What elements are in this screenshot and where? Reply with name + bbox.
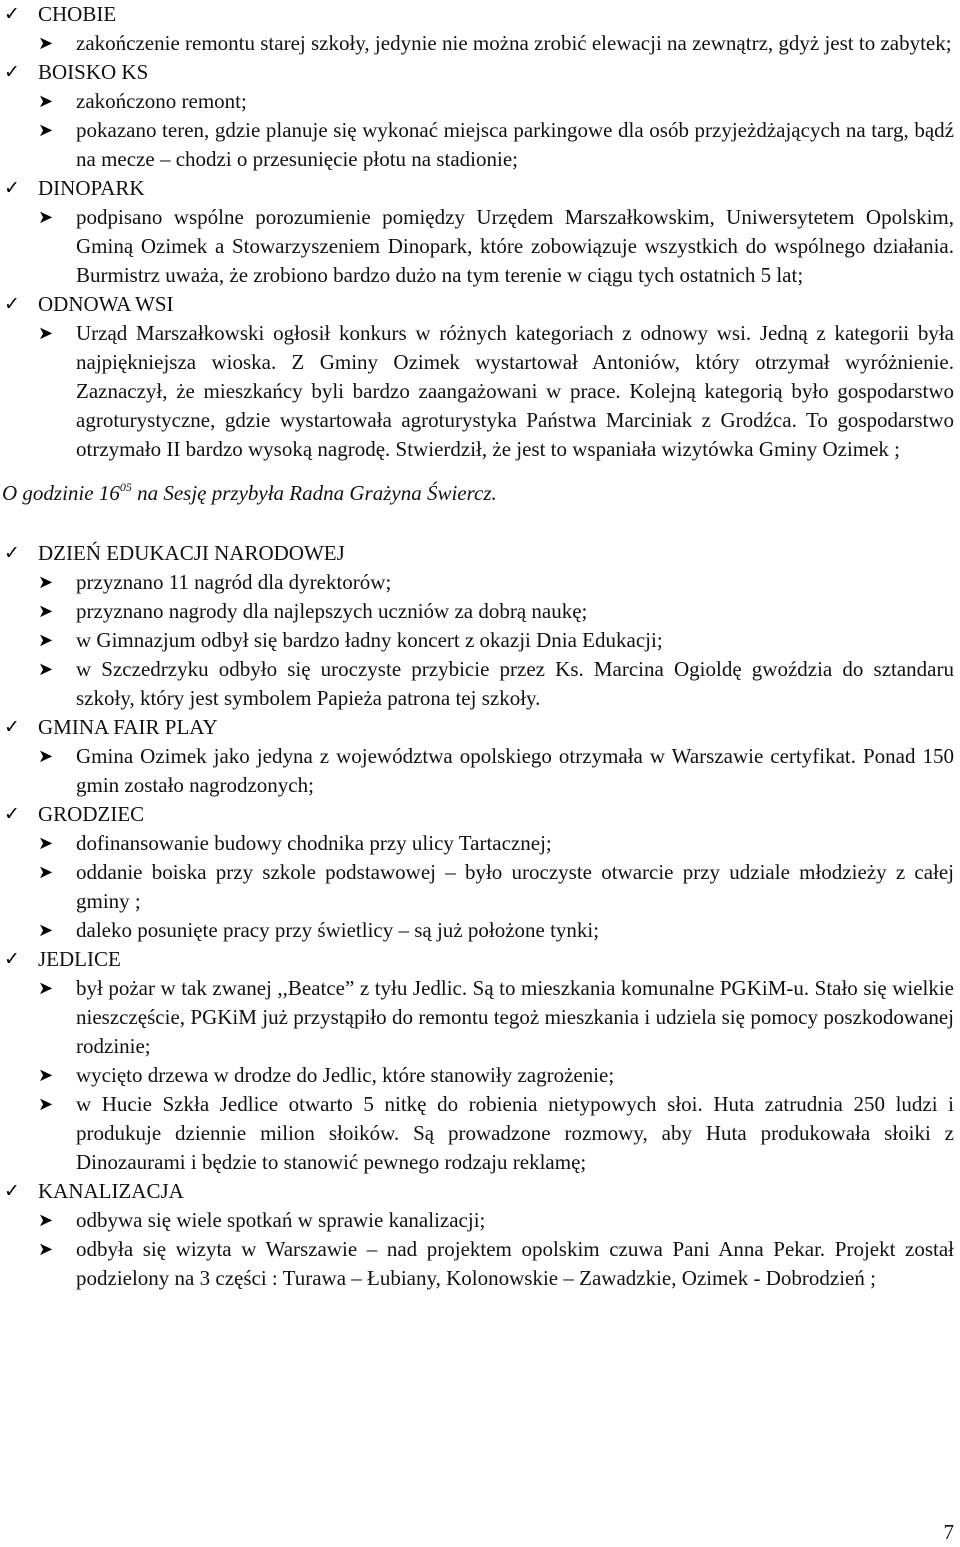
arrow-bullet-icon: ➤ (38, 572, 54, 593)
arrow-bullet-icon: ➤ (38, 920, 54, 941)
bullet-text: oddanie boiska przy szkole podstawowej – było uroczyste otwarcie przy udziale młodzieży z całej gminy ; (76, 860, 954, 913)
arrow-bullet-icon: ➤ (38, 862, 54, 883)
section-title: JEDLICE (38, 947, 121, 971)
page-number: 7 (943, 1520, 954, 1544)
section-chobie (0, 0, 960, 58)
section-title: GMINA FAIR PLAY (38, 715, 218, 739)
arrow-bullet-icon: ➤ (38, 601, 54, 622)
bullet-text: dofinansowanie budowy chodnika przy ulicy Tartacznej; (76, 831, 552, 855)
arrow-bullet-icon: ➤ (38, 323, 54, 344)
bullet-text: przyznano nagrody dla najlepszych uczniów za dobrą naukę; (76, 599, 588, 623)
bullet-item (0, 116, 960, 174)
section-title: ODNOWA WSI (38, 292, 174, 316)
attendance-note (0, 473, 960, 508)
bullet-item (0, 203, 960, 290)
arrow-bullet-icon: ➤ (38, 207, 54, 228)
section-grodziec (0, 800, 960, 945)
bullet-item (0, 1206, 960, 1235)
bullet-item (0, 626, 960, 655)
bullet-text: zakończono remont; (76, 89, 247, 113)
section-heading (0, 174, 960, 203)
section-title: DINOPARK (38, 176, 145, 200)
bullet-item (0, 87, 960, 116)
bullet-text: w Hucie Szkła Jedlice otwarto 5 nitkę do robienia nietypowych słoi. Huta zatrudnia 250 ludzi i produkuje dziennie milion słoików. Są prowadzone rozmowy, aby Huta produkowała słoiki z Dinozaurami i będzie to stanowić pewnego rodzaju reklamę; (76, 1092, 954, 1174)
bullet-text: był pożar w tak zwanej ,,Beatce” z tyłu Jedlic. Są to mieszkania komunalne PGKiM-u. Stało się wielkie nieszczęście, PGKiM już przystąpiło do remontu tegoż mieszkania i udziela się pomocy poszkodowanej rodzinie; (76, 976, 954, 1058)
bullet-text: pokazano teren, gdzie planuje się wykonać miejsca parkingowe dla osób przyjeżdżających na targ, bądź na mecze – chodzi o przesunięcie płotu na stadionie; (76, 118, 954, 171)
bullet-item (0, 568, 960, 597)
section-gmina-fair-play (0, 713, 960, 800)
bullet-text: przyznano 11 nagród dla dyrektorów; (76, 570, 392, 594)
section-heading (0, 290, 960, 319)
checkmark-icon: ✓ (4, 61, 20, 83)
bullet-text: w Szczedrzyku odbyło się uroczyste przybicie przez Ks. Marcina Ogioldę gwoździa do sztandaru szkoły, który jest symbolem Papieża patrona tej szkoły. (76, 657, 954, 710)
bullet-item (0, 1235, 960, 1293)
bullet-item (0, 1061, 960, 1090)
arrow-bullet-icon: ➤ (38, 1210, 54, 1231)
bullet-item (0, 319, 960, 464)
section-heading (0, 1177, 960, 1206)
arrow-bullet-icon: ➤ (38, 630, 54, 651)
bullet-item (0, 29, 960, 58)
section-title: BOISKO KS (38, 60, 149, 84)
section-heading (0, 0, 960, 29)
bullet-item (0, 858, 960, 916)
arrow-bullet-icon: ➤ (38, 1065, 54, 1086)
section-heading (0, 713, 960, 742)
bullet-item (0, 829, 960, 858)
arrow-bullet-icon: ➤ (38, 33, 54, 54)
section-title: KANALIZACJA (38, 1179, 184, 1203)
section-heading (0, 58, 960, 87)
arrow-bullet-icon: ➤ (38, 833, 54, 854)
section-dinopark (0, 174, 960, 290)
arrow-bullet-icon: ➤ (38, 1239, 54, 1260)
section-odnowa-wsi (0, 290, 960, 464)
arrow-bullet-icon: ➤ (38, 978, 54, 999)
note-text-after: na Sesję przybyła Radna Grażyna Świercz. (131, 481, 497, 505)
checkmark-icon: ✓ (4, 542, 20, 564)
arrow-bullet-icon: ➤ (38, 1094, 54, 1115)
arrow-bullet-icon: ➤ (38, 746, 54, 767)
arrow-bullet-icon: ➤ (38, 91, 54, 112)
bullet-text: odbyła się wizyta w Warszawie – nad projektem opolskim czuwa Pani Anna Pekar. Projekt został podzielony na 3 części : Turawa – Łubiany, Kolonowskie – Zawadzkie, Ozimek - Dobrodzień ; (76, 1237, 954, 1290)
section-title: CHOBIE (38, 2, 117, 26)
bullet-text: podpisano wspólne porozumienie pomiędzy Urzędem Marszałkowskim, Uniwersytetem Opolskim, Gminą Ozimek a Stowarzyszeniem Dinopark, które zobowiązuje wszystkich do wspólnego działania. Burmistrz uważa, że zrobiono bardzo dużo na tym terenie w ciągu tych ostatnich 5 lat; (76, 205, 954, 287)
sections-group-bottom (0, 539, 960, 1293)
bullet-item (0, 742, 960, 800)
checkmark-icon: ✓ (4, 803, 20, 825)
checkmark-icon: ✓ (4, 177, 20, 199)
section-heading (0, 945, 960, 974)
bullet-text: Urząd Marszałkowski ogłosił konkurs w różnych kategoriach z odnowy wsi. Jedną z kategorii była najpiękniejsza wioska. Z Gminy Ozimek wystartował Antoniów, który otrzymał wyróżnienie. Zaznaczył, że mieszkańcy byli bardzo zaangażowani w prace. Kolejną kategorią było gospodarstwo agroturystyczne, gdzie wystartowała agroturystyka Państwa Marciniak z Grodźca. To gospodarstwo otrzymało II bardzo wysoką nagrodę. Stwierdził, że jest to wspaniała wizytówka Gminy Ozimek ; (76, 321, 954, 461)
section-title: GRODZIEC (38, 802, 145, 826)
bullet-text: w Gimnazjum odbył się bardzo ładny koncert z okazji Dnia Edukacji; (76, 628, 663, 652)
section-jedlice (0, 945, 960, 1177)
bullet-item (0, 597, 960, 626)
bullet-text: odbywa się wiele spotkań w sprawie kanalizacji; (76, 1208, 486, 1232)
bullet-text: zakończenie remontu starej szkoły, jedynie nie można zrobić elewacji na zewnątrz, gdyż jest to zabytek; (76, 31, 952, 55)
section-kanalizacja (0, 1177, 960, 1293)
section-dzien-edukacji-narodowej (0, 539, 960, 713)
checkmark-icon: ✓ (4, 293, 20, 315)
arrow-bullet-icon: ➤ (38, 120, 54, 141)
checkmark-icon: ✓ (4, 716, 20, 738)
bullet-text: daleko posunięte pracy przy świetlicy – są już położone tynki; (76, 918, 600, 942)
bullet-text: Gmina Ozimek jako jedyna z województwa opolskiego otrzymała w Warszawie certyfikat. Ponad 150 gmin zostało nagrodzonych; (76, 744, 954, 797)
bullet-text: wycięto drzewa w drodze do Jedlic, które stanowiły zagrożenie; (76, 1063, 615, 1087)
checkmark-icon: ✓ (4, 948, 20, 970)
bullet-item (0, 1090, 960, 1177)
bullet-item (0, 655, 960, 713)
section-boisko-ks (0, 58, 960, 174)
bullet-item (0, 974, 960, 1061)
checkmark-icon: ✓ (4, 3, 20, 25)
checkmark-icon: ✓ (4, 1180, 20, 1202)
bullet-item (0, 916, 960, 945)
arrow-bullet-icon: ➤ (38, 659, 54, 680)
section-heading (0, 800, 960, 829)
section-title: DZIEŃ EDUKACJI NARODOWEJ (38, 541, 345, 565)
sections-group-top (0, 0, 960, 464)
note-time-minutes: 05 (119, 480, 132, 494)
note-text-before: O godzinie 16 (2, 481, 120, 505)
section-heading (0, 539, 960, 568)
